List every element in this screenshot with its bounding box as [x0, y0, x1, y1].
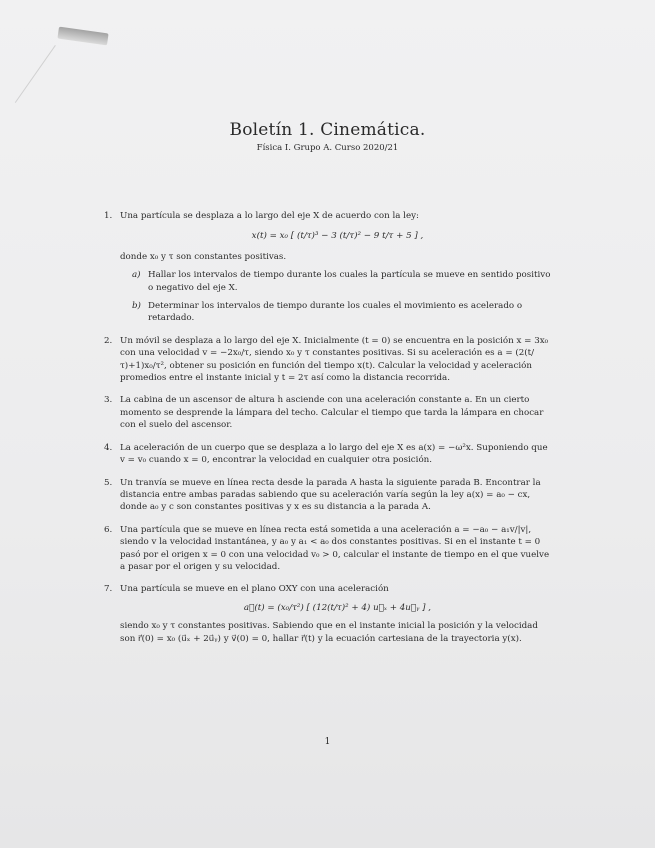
problem-part [120, 269, 555, 294]
part-label: a) [132, 270, 141, 281]
problem-5 [104, 477, 555, 514]
problem-number: 2. [104, 335, 113, 346]
problem-4 [104, 442, 555, 467]
part-text: Hallar los intervalos de tiempo durante los cuales la partícula se mueve en sentido positivo o negativo del eje X. [148, 270, 551, 293]
problem-text: Una partícula que se mueve en línea recta está sometida a una aceleración a = −a₀ − a₁v/|v|, siendo v la velocidad instantánea, y a₀ y a₁ < a₀ dos constantes positivas. Si en el instante t = 0 pasó por el origen x = 0 con una velocidad v₀ > 0, calcular el instante de tiempo en el que vuelve a pasar por el origen y su velocidad. [120, 524, 550, 572]
problem-2 [104, 335, 555, 385]
page-subtitle: Física I. Grupo A. Curso 2020/21 [256, 143, 399, 153]
problem-number: 5. [104, 477, 113, 488]
problem-text: Una partícula se desplaza a lo largo del eje X de acuerdo con la ley: [120, 211, 419, 221]
problem-text: La cabina de un ascensor de altura h asciende con una aceleración constante a. En un cierto momento se desprende la lámpara del techo. Calcular el tiempo que tarda la lámpara en chocar con el suelo del ascensor. [120, 395, 544, 431]
page-title: Boletín 1. Cinemática. [229, 120, 426, 140]
problem-number: 4. [104, 442, 113, 453]
problem-part [120, 300, 555, 325]
part-label: b) [132, 301, 141, 312]
problem-text: Un móvil se desplaza a lo largo del eje X. Inicialmente (t = 0) se encuentra en la posición x = 3x₀ con una velocidad v = −2x₀/τ, siendo x₀ y τ constantes positivas. Si su aceleración es a = (2(t/τ)+1)x₀/τ², obtener su posición en función del tiempo x(t). Calcular la velocidad y aceleración promedios entre el instante inicial y t = 2τ así como la distancia recorrida. [120, 335, 549, 384]
problem-text: La aceleración de un cuerpo que se desplaza a lo largo del eje X es a(x) = −ω²x. Suponiendo que v = v₀ cuando x = 0, encontrar la velocidad en cualquier otra posición. [120, 442, 548, 466]
problem-1 [104, 210, 555, 325]
problem-6 [104, 524, 555, 574]
problem-number: 6. [104, 524, 113, 535]
problem-list [104, 210, 555, 655]
part-text: Determinar los intervalos de tiempo durante los cuales el movimiento es acelerado o retardado. [148, 301, 523, 324]
staple-mark [57, 27, 108, 46]
problem-text-after: donde x₀ y τ son constantes positivas. [120, 251, 287, 262]
problem-equation: x(t) = x₀ [ (t/τ)³ − 3 (t/τ)² − 9 t/τ + 5 ] , [251, 231, 424, 242]
problem-7 [104, 583, 555, 645]
problem-equation: a⃗(t) = (x₀/τ²) [ (12(t/τ)² + 4) u⃗ₓ + 4u⃗ᵧ ] , [243, 602, 432, 613]
problem-text: Una partícula se mueve en el plano OXY con una aceleración [120, 584, 389, 595]
problem-text: Un tranvía se mueve en línea recta desde la parada A hasta la siguiente parada B. Encontrar la distancia entre ambas paradas sabiendo que su aceleración varía según la ley a(x) = a₀ − cx, donde a₀ y c son constantes positivas y x es su distancia a la parada A. [120, 477, 541, 513]
problem-number: 1. [104, 211, 113, 221]
problem-text-after: siendo x₀ y τ constantes positivas. Sabiendo que en el instante inicial la posición y la velocidad son r⃗(0) = x₀ (u⃗ₓ + 2u⃗ᵧ) y v⃗(0) = 0, hallar r⃗(t) y la ecuación cartesiana de la trayectoria y(x). [120, 621, 538, 644]
problem-number: 3. [104, 395, 113, 406]
problem-3 [104, 394, 555, 431]
problem-number: 7. [104, 584, 113, 595]
page-number: 1 [324, 737, 331, 747]
